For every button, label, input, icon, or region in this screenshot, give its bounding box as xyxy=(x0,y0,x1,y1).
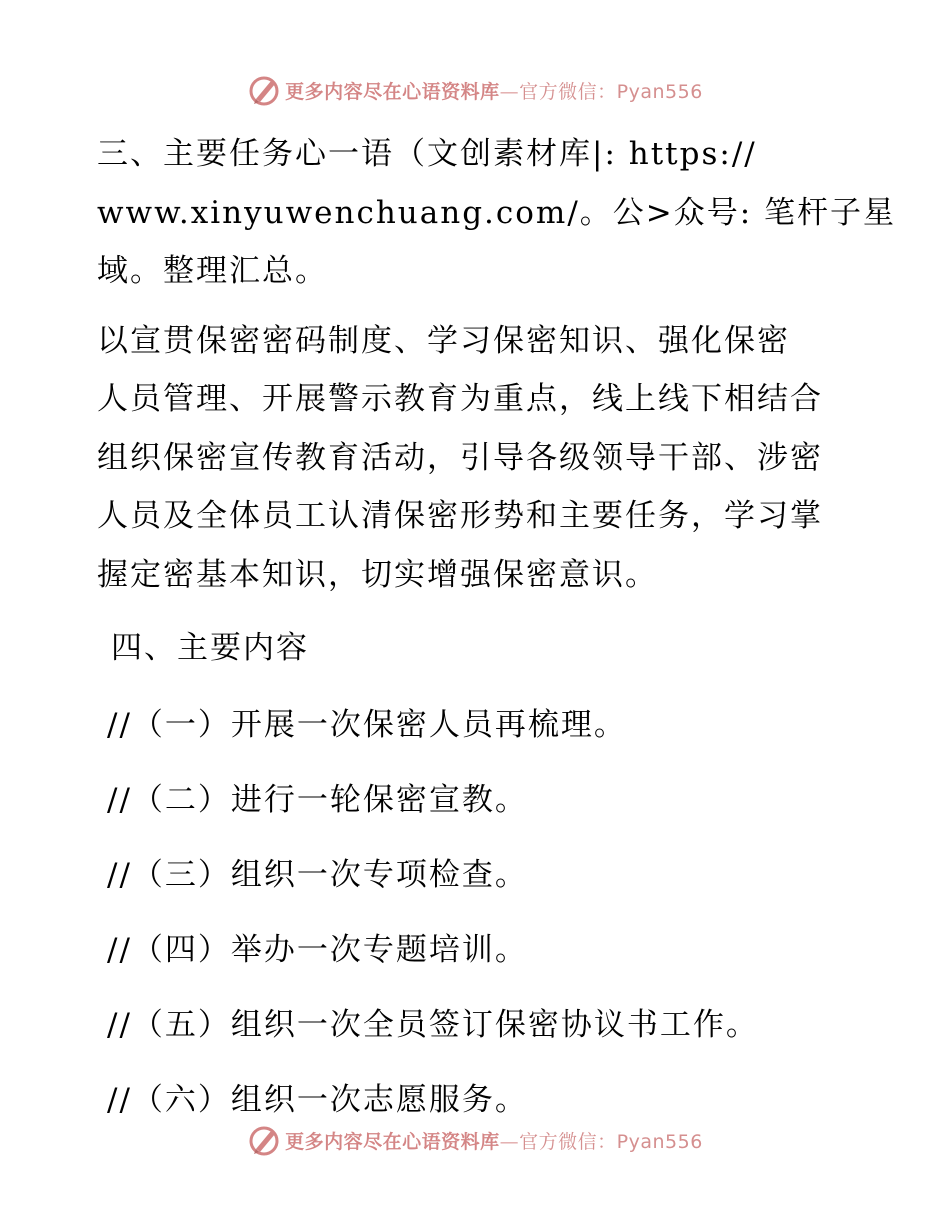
watermark-dash: — xyxy=(499,1130,520,1153)
body-line: 握定密基本知识，切实增强保密意识。 xyxy=(97,556,658,593)
watermark-suffix: 官方微信：Pyan556 xyxy=(519,1130,703,1153)
watermark-footer xyxy=(0,1120,950,1160)
body-line: 组织保密宣传教育活动，引导各级领导干部、涉密 xyxy=(97,439,823,476)
watermark-suffix: 官方微信：Pyan556 xyxy=(519,80,703,103)
list-item: //（三）组织一次专项检查。 xyxy=(107,856,528,893)
body-line: 人员及全体员工认清保密形势和主要任务，学习掌 xyxy=(97,498,823,534)
pen-logo-icon xyxy=(247,1123,281,1157)
list-item: //（一）开展一次保密人员再梳理。 xyxy=(107,706,627,743)
watermark-dash: — xyxy=(499,80,520,103)
body-line: 人员管理、开展警示教育为重点，线上线下相结合 xyxy=(97,381,823,417)
pen-logo-icon xyxy=(247,73,281,107)
watermark-text xyxy=(285,1127,703,1154)
section-3-line: www.xinyuwenchuang.com/。公>众号: 笔杆子星 xyxy=(97,194,897,231)
section-3-paragraph xyxy=(97,125,897,301)
section-4-list xyxy=(97,688,867,1138)
list-item: //（四）举办一次专题培训。 xyxy=(107,931,528,968)
section-3-line: 域。整理汇总。 xyxy=(97,253,328,289)
body-line: 以宣贯保密密码制度、学习保密知识、强化保密 xyxy=(97,322,790,359)
section-4-heading: 四、主要内容 xyxy=(111,630,309,666)
watermark-header xyxy=(0,70,950,110)
list-item: //（二）进行一轮保密宣教。 xyxy=(107,781,528,818)
watermark-main: 更多内容尽在心语资料库 xyxy=(285,1130,500,1153)
watermark-main: 更多内容尽在心语资料库 xyxy=(285,80,500,103)
document-content xyxy=(97,125,897,1138)
watermark-text xyxy=(285,77,703,104)
list-item: //（五）组织一次全员签订保密协议书工作。 xyxy=(107,1006,759,1043)
list-item: //（六）组织一次志愿服务。 xyxy=(107,1081,528,1118)
section-3-line: 三、主要任务心一语（文创素材库|: https:// xyxy=(97,136,757,172)
body-paragraph xyxy=(97,312,867,605)
